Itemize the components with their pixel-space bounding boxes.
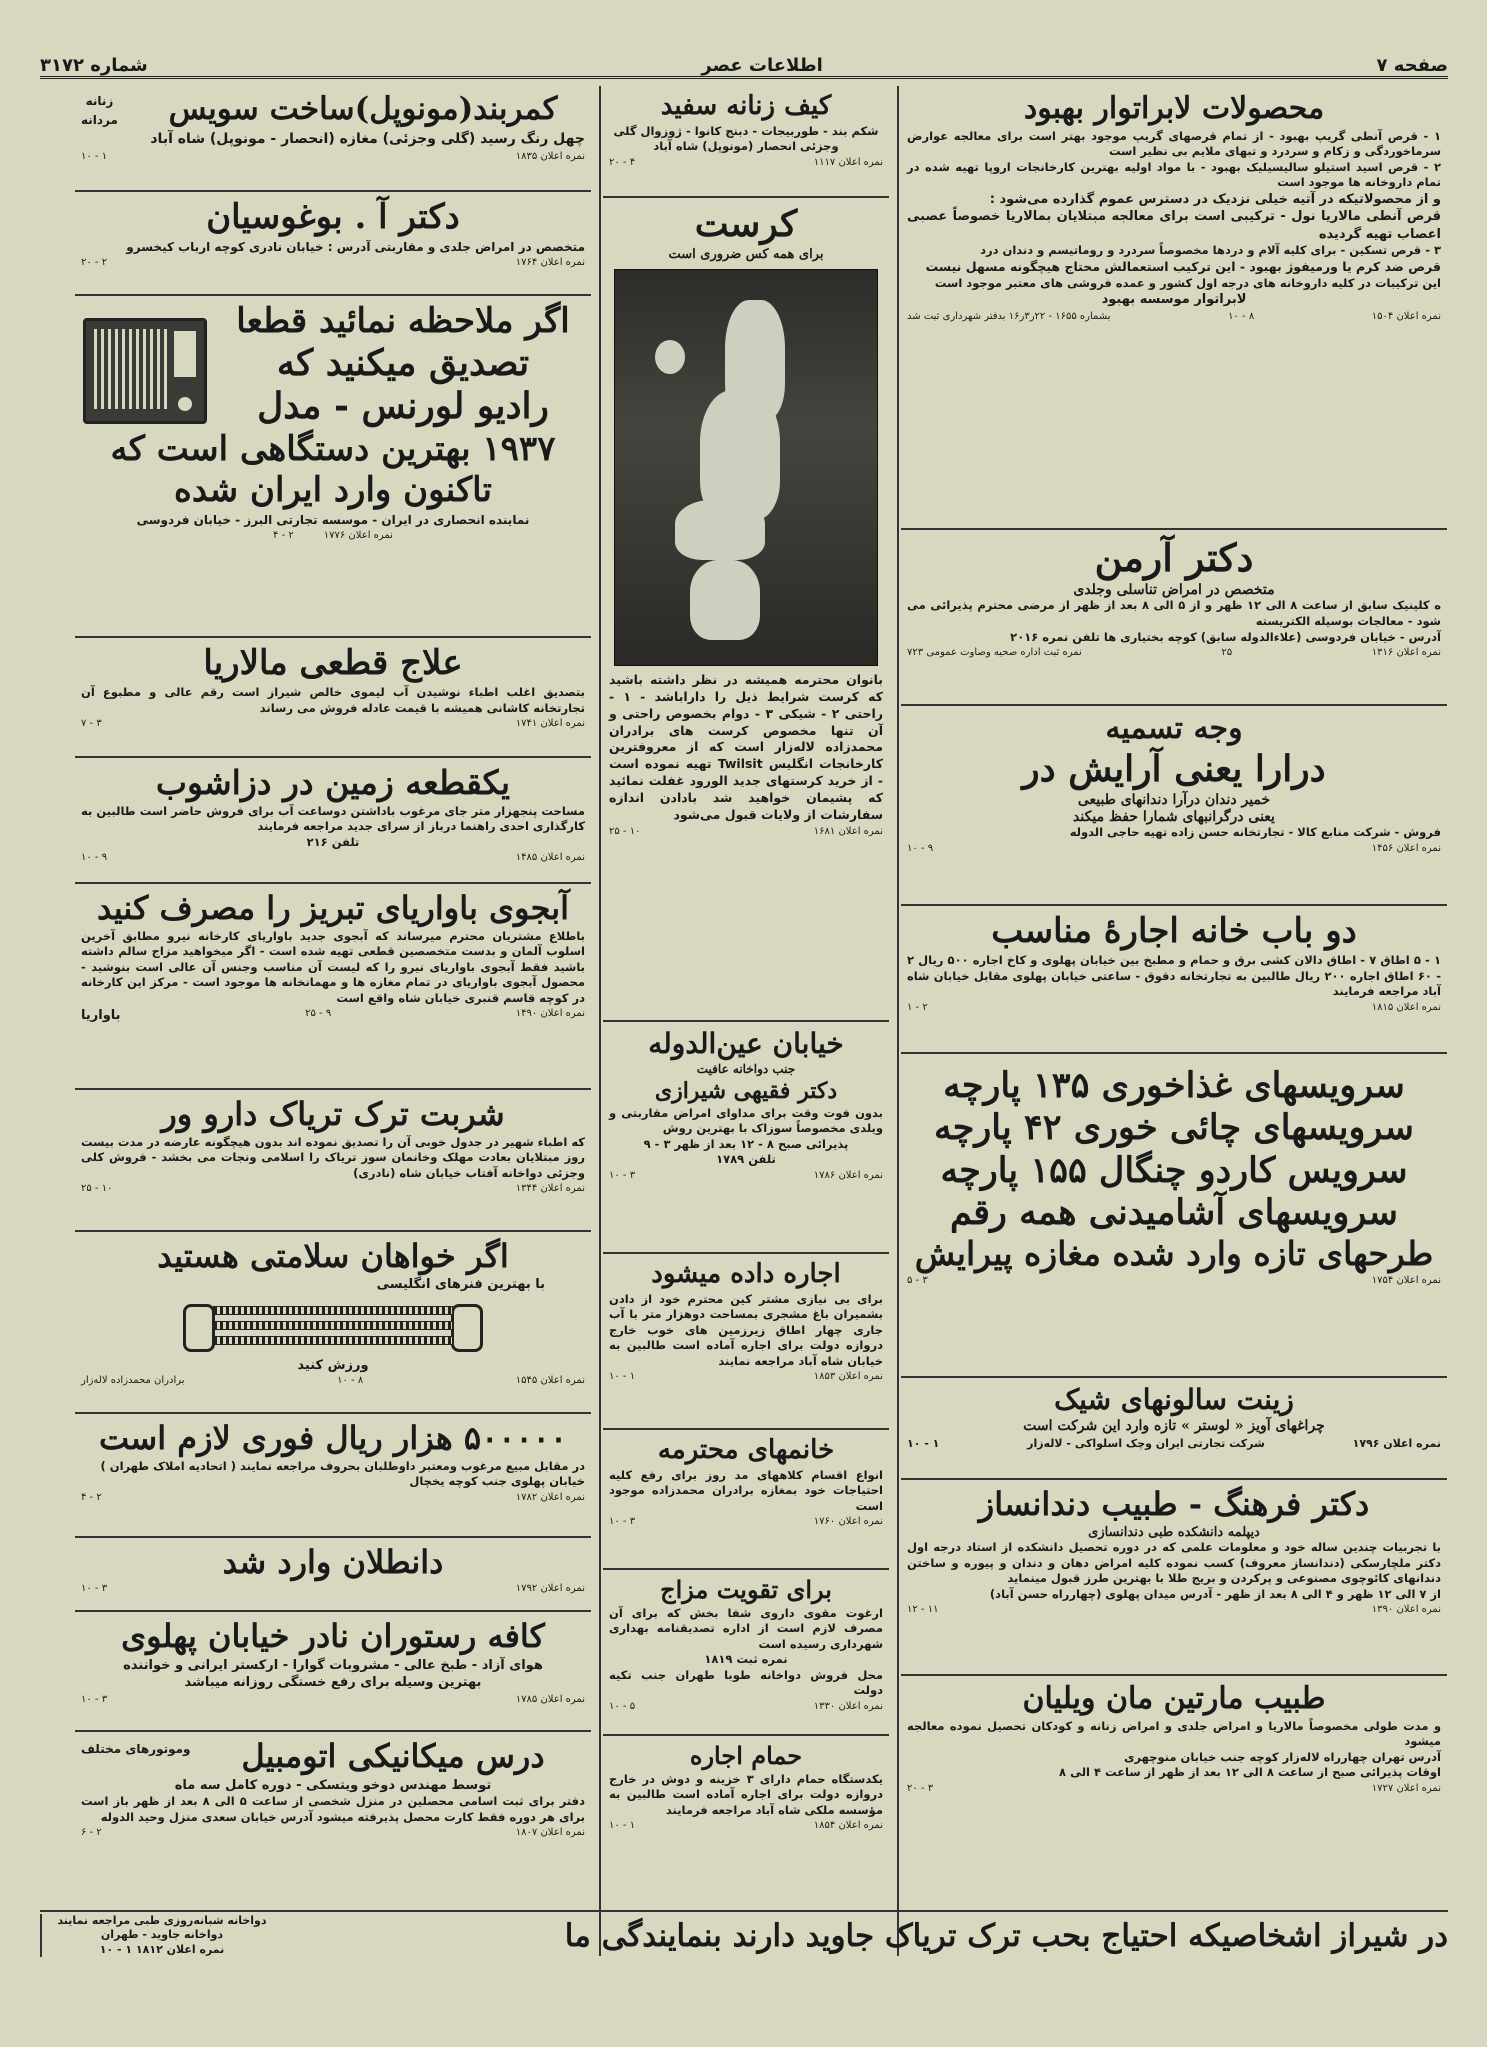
- ad-run: ۱۰ - ۲۵: [81, 1183, 113, 1195]
- ad-item: ۱ - قرص آنطی گریپ بهبود - از تمام قرصهای گریپ موجود بهتر است برای معالجه عوارض سرماخوردگی و زکام و سردرد و تبهای ملایم بی نظیر است: [907, 128, 1441, 159]
- ad-run: ۳ - ۷: [81, 718, 102, 730]
- ad-address: آدرس - خیابان فردوسی (علاءالدوله سابق) کوچه بختیاری ها تلفن نمره ۲۰۱۶: [1010, 629, 1441, 644]
- ad-company: شرکت تجارتی ایران وچک اسلواکی - لاله‌زار: [1027, 1436, 1265, 1450]
- ad-body: در مقابل مبیع مرغوب ومعتبر داوطلبان بحروف مراجعه نمایند ( اتحادیه املاک طهران ): [100, 1458, 585, 1473]
- ad-number: نمره اعلان ۱۴۸۵: [515, 852, 585, 864]
- ad-phone: تلفن ۱۷۸۹: [716, 1152, 776, 1167]
- ad-footer: [609, 157, 883, 168]
- ad-title: آبجوی باواریای تبریز را مصرف کنید: [96, 889, 570, 927]
- ad-title: طبیب مارتین مان ویلیان: [1022, 1681, 1326, 1716]
- ad-body: با تجربیات چندین ساله خود و معلومات علمی که در دوره تحصیل دانشکده از استاد درجه اول دکتر ملچارسکی (دندانساز معروف) کسب نموده کلیه امراض دهان و دندان و پیوره و ساختن دندانهای کائوچوی مصنوعی و پرکردن و بریج طلا با بهترین طرز قبول مینماید: [907, 1540, 1441, 1586]
- ad-run: ۳ - ۱۰: [609, 1169, 636, 1181]
- ad-line: ۱۹۳۷ بهترین دستگاهی است که: [110, 428, 556, 469]
- ad-number: نمره اعلان ۱۷۸۵: [515, 1693, 585, 1705]
- ad-title: دکتر آ . بوغوسیان: [206, 197, 460, 237]
- ad-title: کافه رستوران نادر خیابان پهلوی: [121, 1617, 545, 1655]
- ad-footer: [907, 1002, 1441, 1013]
- ad-cafe-nader: [75, 1612, 591, 1732]
- ad-footer: [81, 852, 585, 863]
- ad-dantel: [75, 1538, 591, 1612]
- ad-belt: [75, 86, 591, 192]
- ad-services: [901, 1054, 1447, 1378]
- ad-address: فروش - شرکت منابع کالا - تجارتخانه حسن زاده تهیه حاجی الدوله: [1069, 825, 1441, 840]
- ad-footer: [81, 1827, 585, 1838]
- ad-body: با بهترین فنرهای انگلیسی: [376, 1276, 545, 1292]
- ad-title: محصولات لابراتوار بهبود: [1023, 91, 1325, 126]
- ad-title: خیابان عین‌الدوله: [648, 1027, 844, 1060]
- ad-money-needed: [75, 1414, 591, 1538]
- ad-line: رادیو لورنس - مدل: [257, 385, 549, 428]
- ad-number: نمره اعلان ۱۳۹۰: [1371, 1604, 1441, 1616]
- ad-dorara: [901, 706, 1447, 906]
- ad-run: ۱ - ۱۰: [907, 1436, 940, 1450]
- ad-body: ۱ - ۵ اطاق ۷ - اطاق دالان کشی برق و حمام و مطبخ بین خیابان پهلوی و کاخ اجاره ۵۰۰ ریال ۲ - ۶۰ اطاق اجاره ۲۰۰ ریال طالبین به تجارتخانه دقوق - ساعتی خیابان پهلوی مقابل خیابان شاه آباد مراجعه فرمایند: [907, 953, 1442, 999]
- ad-hours: از ۷ الی ۱۲ ظهر و ۴ الی ۸ بعد از ظهر - آدرس میدان پهلوی (چهارراه حسن آباد): [989, 1586, 1441, 1601]
- ad-footer: [81, 257, 585, 268]
- ad-title: دانطلان وارد شد: [222, 1543, 444, 1581]
- ad-auto-mechanic: [75, 1732, 591, 1878]
- ad-hours: اوقات پذیرائی صبح از ساعت ۸ الی ۱۲ بعد از ظهر از ساعت ۴ الی ۸: [1059, 1765, 1441, 1780]
- ad-body: بتصدیق اغلب اطباء نوشیدن آب لیموی خالص شیراز است رقم عالی و مطبوع آن تجارتخانه کاشانی همیشه با قیمت عادله فروش می رساند: [81, 685, 585, 715]
- ad-title: شربت ترک تریاک دارو ور: [161, 1095, 505, 1133]
- ad-item: ۲ - قرص اسید استیلو سالیسیلیک بهبود - با مواد اولیه بهترین کارخانجات اروپا تهیه شده در تمام داروخانه ها موجود است: [907, 159, 1441, 190]
- ad-title: کیف زنانه سفید: [660, 91, 832, 121]
- ad-title: خانمهای محترمه: [657, 1435, 835, 1465]
- ad-item: ۳ - قرص تسکین - برای کلیه آلام و دردها مخصوصاً سردرد و روماتیسم و دندان درد: [980, 243, 1441, 258]
- bottom-slogan: در شیراز اشخاصیکه احتیاج بحب ترک تریاک جاوید دارند بنمایندگی ما: [564, 1918, 1448, 1954]
- ad-hours: پذیرائی صبح ۸ - ۱۲ بعد از ظهر ۳ - ۹: [643, 1136, 849, 1151]
- middle-column: [603, 86, 889, 1882]
- ad-number: نمره اعلان ۱۱۱۷: [813, 156, 883, 168]
- ad-number: نمره اعلان ۱۴۵۶: [1371, 843, 1441, 854]
- ad-side-labels: [81, 92, 118, 130]
- ad-number: نمره اعلان ۱۳۴۴: [515, 1183, 585, 1195]
- ad-footer: [907, 1437, 1441, 1450]
- ad-opium-syrup: [75, 1090, 591, 1232]
- ad-body: ه کلینیک سابق از ساعت ۸ الی ۱۲ ظهر و از ۵ الی ۸ بعد از ظهر از مرضی محترم پذیرائی می شود - معالجات بوسیله الکتریسته: [907, 598, 1442, 628]
- ad-malaria: [75, 638, 591, 758]
- ad-title: وجه تسمیه: [1105, 711, 1243, 746]
- ad-title: دکتر آرمن: [1094, 535, 1254, 580]
- ad-specialty: متخصص در امراض جلدی و مقاربتی: [374, 240, 585, 255]
- ad-number: نمره اعلان ۱۷۹۲: [515, 1582, 585, 1594]
- ad-footer: [907, 1275, 1441, 1286]
- ad-einoddowleh: [603, 1022, 889, 1254]
- ad-title: اجاره داده میشود: [651, 1259, 841, 1289]
- ad-run: ۱۰ - ۲۵: [609, 825, 641, 837]
- ad-run: ۹ - ۲۵: [305, 1008, 332, 1020]
- ad-side-label: زنانه: [85, 94, 114, 108]
- ad-body: دفتر برای ثبت اسامی محصلین در منزل شخصی از ساعت ۵ الی ۸ بعد از ظهر باز است برای هر دوره فقط کارت محصل پذیرفته میشود آدرس خیابان سعدی منزل وحید الدوله: [81, 1794, 585, 1824]
- ad-body: باطلاع مشتریان محترم میرساند که آبجوی جدید باواریای کارخانه نیرو مطابق آخرین اسلوب آلمان و بدست متخصصین قطعی تهیه شده است - اگر میخواهید مزاج سالم داشته باشید فقط آبجوی باواریای نیرو را که لیست آن مناسب وجنس آن عالی است بنوشید - محصول آبجوی باواریای در تمام مغازه ها و مهمانخانه ها موجود است - مرکز این کارخانه در کوچه قاسم قنبری خیابان شاه واقع است: [81, 928, 585, 1005]
- ad-run: ۹ - ۱۰: [907, 843, 934, 854]
- ad-title: برای تقویت مزاج: [660, 1575, 832, 1604]
- ad-run: ۲ - ۱: [907, 1001, 928, 1013]
- ad-dr-farhang: [901, 1480, 1447, 1676]
- ad-body: شکم بند - طوربیجات - دبنج کانوا - ژوزوال گلی وجزئی انحصار (مونوپل) شاه آباد: [613, 123, 879, 154]
- ad-dr-martin: [901, 1676, 1447, 1806]
- ad-body: چهل رنگ رسید (گلی وجزئی) مغازه (انحصار - مونوپل) شاه آباد: [150, 130, 585, 147]
- ad-body: هوای آزاد - طبخ عالی - مشروبات گوارا - ارکستر ایرانی و خواننده: [123, 1657, 543, 1673]
- ad-body: خمیر دندان درآرا دندانهای طبیعی: [1077, 791, 1271, 808]
- ad-footer: [907, 843, 1441, 854]
- ad-number: نمره اعلان ۱۸۱۲: [135, 1942, 225, 1956]
- ad-footer: [609, 826, 883, 837]
- ad-subtitle: متخصص در امراض تناسلی وجلدی: [1073, 581, 1275, 598]
- ad-body: برای بی نیازی مشتر کین محترم خود از دادن بشمیران باغ مشجری بمساحت دوهزار متر با آب جاری چهار اطاق زیرزمین های خوب خارج دروازه دولت برای اجاره آماده است طالبین به خیابان شاه آباد مراجعه نمایند: [609, 1291, 883, 1368]
- ad-brand: باواریا: [81, 1008, 121, 1024]
- ad-line: طرحهای تازه وارد شده مغازه پیرایش: [914, 1234, 1434, 1273]
- pharmacy-line: دواخانه جاوید - طهران: [100, 1928, 224, 1942]
- ad-body: ارغوت مقوی داروی شفا بخش که برای آن مصرف لازم است از اداره تصدیقنامه بهداری شهرداری رسیده است: [609, 1605, 883, 1651]
- ad-extra: بشماره ۱۶۵۵ - ۲۲ر۳ر۱۶ بدفتر شهرداری ثبت شد: [907, 310, 1111, 322]
- ad-white-bag: [603, 86, 889, 198]
- ad-number: نمره اعلان ۱۸۳۵: [515, 150, 585, 162]
- ad-agent: نماینده انحصاری در ایران - موسسه تجارتی البرز - خیابان فردوسی: [136, 513, 530, 528]
- ad-line: اگر ملاحظه نمائید قطعا: [236, 301, 570, 341]
- ad-item: و از محصولاتیکه در آتیه خیلی نزدیک در دسترس عموم گذارده می‌شود :: [989, 191, 1441, 207]
- ad-number: نمره اعلان ۱۸۵۳: [813, 1371, 883, 1383]
- ad-lease: [603, 1254, 889, 1430]
- ad-footer: [609, 1170, 883, 1181]
- ad-run: ۱ - ۱۰: [609, 1820, 636, 1832]
- ad-subtitle: دیپلمه دانشکده طبی دندانسازی: [1088, 1524, 1260, 1540]
- ad-number: نمره اعلان ۱۷۶۴: [515, 257, 585, 269]
- ad-run: ۱ - ۱۰: [81, 150, 108, 162]
- ad-footer: [907, 311, 1441, 322]
- ad-run: ۲ - ۶: [81, 1827, 102, 1839]
- ad-run: ۳ - ۱۰: [81, 1582, 108, 1594]
- ad-run: ۳ - ۵: [907, 1274, 928, 1286]
- ad-footer: [609, 1701, 883, 1712]
- ad-title: دکتر فرهنگ - طبیب دندانساز: [978, 1485, 1370, 1523]
- ad-line: سرویسهای چائی خوری ۴۲ پارچه: [934, 1107, 1414, 1149]
- ad-footer: [81, 1375, 585, 1386]
- ad-run: ۳ - ۱۰: [609, 1516, 636, 1528]
- ad-side-label: وموتورهای مختلف: [81, 1742, 191, 1756]
- ad-side-label: مردانه: [81, 113, 118, 128]
- ad-footer: [81, 151, 585, 162]
- ad-body: چراغهای آویز « لوستر » تازه وارد این شرکت است: [1023, 1418, 1325, 1435]
- ad-number: نمره اعلان ۱۳۳۰: [813, 1700, 883, 1712]
- ad-body: یعنی درگرانبهای شمارا حفظ میکند: [1073, 808, 1275, 825]
- masthead: [40, 54, 1448, 79]
- ad-run: ۸ - ۱۰: [1228, 310, 1255, 322]
- ad-tonic: [603, 1570, 889, 1736]
- page-number: صفحه ۷: [1376, 54, 1448, 76]
- ad-body: یکدستگاه حمام دارای ۳ خزینه و دوش در خارج دروازه دولت برای اجاره آماده است طالبین به مؤسسه ملکی شاه آباد مراجعه فرمایند: [609, 1771, 883, 1817]
- ad-number: نمره اعلان ۱۶۸۱: [813, 825, 883, 837]
- ad-footer: [907, 1604, 1441, 1615]
- ad-item: قرص ضد کرم یا ورمیفوژ بهبود - این ترکیب استعمالش محتاج هیچگونه مسهل نیست: [925, 258, 1441, 274]
- ad-run: ۲ - ۲۰: [81, 257, 108, 269]
- ad-title: حمام اجاره: [689, 1741, 803, 1770]
- right-column: [901, 86, 1447, 1806]
- ad-footer: [81, 1183, 585, 1194]
- ad-sub: ورزش کنید: [297, 1357, 369, 1373]
- ad-title: اگر خواهان سلامتی هستید: [157, 1237, 509, 1275]
- ad-footer: [81, 1583, 585, 1594]
- ad-seller: برادران محمدزاده لاله‌زار: [81, 1374, 185, 1386]
- newspaper-name: اطلاعات عصر: [701, 54, 823, 76]
- ad-run: ۲ - ۴: [273, 530, 294, 542]
- ad-number: نمره اعلان ۱۸۵۴: [813, 1820, 883, 1832]
- ad-body: [81, 239, 585, 255]
- ad-ladies: [603, 1430, 889, 1570]
- ad-title: دو باب خانه اجارهٔ مناسب: [991, 911, 1357, 951]
- ad-number: نمره اعلان ۱۷۴۱: [515, 718, 585, 730]
- ad-run: ۳ - ۱۰: [81, 1693, 108, 1705]
- ad-run: ۱ - ۱۰: [609, 1371, 636, 1383]
- ad-footer: [81, 530, 585, 541]
- ad-run: ۸ - ۱۰: [337, 1374, 364, 1386]
- ad-salon: [901, 1378, 1447, 1480]
- ad-teacher: توسط مهندس دوخو ویتسکی - دوره کامل سه ماه: [174, 1777, 492, 1793]
- ad-number: نمره اعلان ۱۷۶۰: [813, 1516, 883, 1528]
- ad-dr-armen: [901, 530, 1447, 706]
- ad-radio-lawrence: [75, 296, 591, 638]
- ad-subtitle: جنب دواخانه عافیت: [696, 1062, 796, 1077]
- ad-run: ۱ - ۱۰: [99, 1942, 133, 1956]
- ad-title: ۵۰۰۰۰۰ هزار ریال فوری لازم است: [98, 1419, 568, 1457]
- ad-health-expander: [75, 1232, 591, 1414]
- ad-line: سرویسهای غذاخوری ۱۳۵ پارچه: [943, 1065, 1405, 1106]
- ad-number: نمره اعلان ۱۵۴۵: [515, 1374, 585, 1386]
- ad-footer: [81, 1008, 585, 1023]
- ad-title: درارا یعنی آرایش در: [1022, 747, 1326, 790]
- ad-line: سرویس کاردو چنگال ۱۵۵ پارچه: [940, 1149, 1408, 1191]
- column-divider: [599, 86, 601, 1956]
- ad-run: ۲۵: [1221, 647, 1233, 659]
- pharmacy-box: [40, 1914, 282, 1957]
- ad-body: مساحت پنجهزار متر جای مرغوب باداشتن دوساعت آب برای فروش حاضر است طالبین به کارگذاری احدی راهنما درباز از سرای جدید مراجعه فرمایند: [81, 803, 585, 834]
- ad-title: کرست: [694, 203, 798, 245]
- ad-body: که اطباء شهیر در جدول خوبی آن را تصدیق نموده اند بدون هیچگونه عارضه در مدت بیست روز مبتلایان بعادت مهلک وخانمان سوز تریاک را اسلامی ونجات می بخشد - فروش کلی وجزئی دواخانه آفتاب خیابان شاه (نادری): [81, 1134, 585, 1180]
- ad-address: آدرس تهران چهارراه لاله‌زار کوچه جنب خیابان منوچهری: [1123, 1749, 1441, 1764]
- ad-number: نمره اعلان ۱۷۲۷: [1371, 1782, 1441, 1794]
- ad-number: نمره اعلان ۱۷۸۲: [515, 1491, 585, 1503]
- radio-icon: [83, 318, 207, 424]
- ad-behbood: [901, 86, 1447, 530]
- ad-bath: [603, 1736, 889, 1882]
- left-column: [75, 86, 591, 1878]
- ad-number: نمره اعلان ۱۷۵۴: [1371, 1274, 1441, 1286]
- ad-number: نمره اعلان ۱۷۸۶: [813, 1169, 883, 1181]
- ad-number: نمره اعلان ۱۷۹۶: [1352, 1436, 1441, 1450]
- ad-line: تصدیق میکنید که: [276, 342, 530, 385]
- issue-number: شماره ۳۱۷۲: [40, 54, 148, 76]
- ad-bavaria-beer: [75, 884, 591, 1090]
- pharmacy-line: دواخانه شبانه‌روزی طبی مراجعه نمایند: [57, 1914, 267, 1927]
- ad-run: ۵ - ۱۰: [609, 1700, 636, 1712]
- ad-footer: [609, 1820, 883, 1831]
- ad-title: کمربند(مونوپل)ساخت سویس: [168, 91, 558, 127]
- ad-run: ۱۱ - ۱۲: [907, 1604, 939, 1616]
- ad-run: ۳ - ۲۰: [907, 1782, 934, 1794]
- bottom-strip: [40, 1910, 1448, 1960]
- ad-body: انواع اقسام کلاههای مد روز برای رفع کلیه احتیاجات خود بمغازه برادران محمدزاده موجود است: [609, 1467, 883, 1513]
- ad-body: بانوان محترمه همیشه در نظر داشته باشید که کرست شرایط ذیل را داراباشد - ۱ - راحتی ۲ - شیکی ۳ - دوام بخصوص راحتی و آن تنها مخصوص کرست های برادران محمدزاده لاله‌زار است که از معروفترین کارخانجات انگلیس Twilsit تهیه نموده است - از خرید کرستهای جدید الورود غفلت نمائید که پشیمان خواهید شد بادادن اندازه سفارشات از ولایات قبول می‌شود: [609, 671, 883, 822]
- ad-number: نمره اعلان ۱۵۰۴: [1371, 310, 1441, 322]
- ad-address: آدرس : خیابان نادری کوچه ارباب کیخسرو: [126, 240, 371, 255]
- ad-footer: [81, 718, 585, 729]
- chest-expander-icon: [183, 1300, 483, 1350]
- ad-number: نمره اعلان ۱۸۱۵: [1371, 1001, 1441, 1013]
- ad-body: و مدت طولی مخصوصاً مالاریا و امراض جلدی و امراض زنانه و کودکان تحصیل نموده معالجه میشود: [907, 1718, 1441, 1749]
- ad-body: بدون فوت وقت برای مداوای امراض مقاربتی و ویلدی مخصوصاً سوزاک با بهترین روش: [609, 1105, 883, 1136]
- column-divider: [897, 86, 899, 1956]
- ad-title: یکقطعه زمین در دزاشوب: [155, 763, 511, 802]
- ad-address: خیابان پهلوی جنب کوچه یخچال: [409, 1474, 585, 1489]
- ad-sale: محل فروش دواخانه طوبا طهران جنب تکیه دولت: [609, 1667, 883, 1698]
- ad-phone: تلفن ۲۱۶: [306, 834, 360, 849]
- ad-corset: [603, 198, 889, 1022]
- ad-land: [75, 758, 591, 884]
- ad-item: این ترکیبات در کلیه داروخانه های درجه اول کشور و عمده فروشی های معتبر موجود است: [934, 275, 1441, 290]
- ad-body: بهترین وسیله برای رفع خستگی روزانه میباشد: [184, 1675, 482, 1691]
- ad-footer: [81, 1492, 585, 1503]
- ad-title: علاج قطعی مالاریا: [203, 643, 463, 683]
- ad-footer: [81, 1694, 585, 1705]
- ad-number: نمره اعلان ۱۴۹۰: [515, 1008, 585, 1020]
- ad-line: سرویسهای آشامیدنی همه رقم: [950, 1191, 1398, 1233]
- ad-footer: [42, 1943, 282, 1957]
- ad-subtitle: برای همه کس ضروری است: [668, 247, 824, 263]
- ad-number: نمره اعلان ۱۸۰۷: [515, 1827, 585, 1839]
- ad-title: زینت سالونهای شیک: [1054, 1383, 1294, 1416]
- ad-run: ۴ - ۲۰: [609, 156, 636, 168]
- ad-line: تاکنون وارد ایران شده: [174, 469, 492, 510]
- ad-run: ۹ - ۱۰: [81, 852, 108, 864]
- ad-footer: [609, 1371, 883, 1382]
- ad-two-houses: [901, 906, 1447, 1054]
- ad-item: قرص آنطی مالاریا نول - ترکیبی است برای معالجه مبتلایان بمالاریا خصوصاً عصبی اعصاب تهیه گردیده: [907, 209, 1441, 242]
- ad-footer: [907, 1783, 1441, 1794]
- ad-extra: نمره ثبت اداره صحیه وصاوت عمومی ۷۲۳: [907, 647, 1082, 659]
- ad-number: نمره اعلان ۱۳۱۶: [1371, 647, 1441, 659]
- ad-number: نمره اعلان ۱۷۷۶: [323, 530, 393, 542]
- ad-footer: [609, 1516, 883, 1527]
- ad-dr-boghosian: [75, 192, 591, 296]
- corset-photo: [614, 269, 878, 666]
- ad-footer: [907, 647, 1441, 658]
- ad-reg: نمره ثبت ۱۸۱۹: [704, 1652, 788, 1667]
- ad-run: ۲ - ۴: [81, 1491, 102, 1503]
- ad-signature: لابراتوار موسسه بهبود: [1101, 292, 1247, 308]
- ad-doctor: دکتر فقیهی شیرازی: [654, 1077, 838, 1104]
- ad-title: درس میکانیکی اتومبیل: [241, 1737, 545, 1775]
